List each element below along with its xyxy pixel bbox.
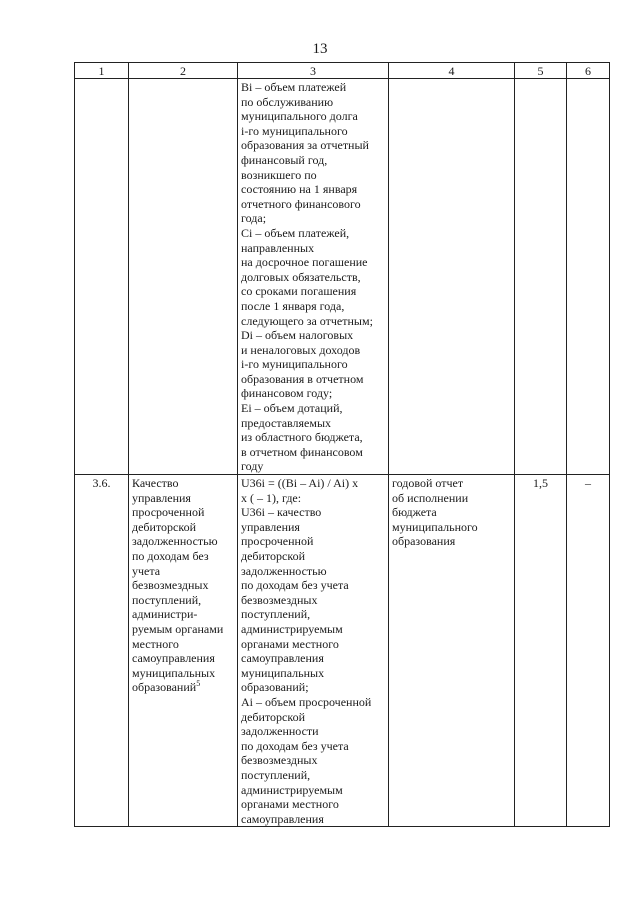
formula-line: Ei – объем дотаций, (241, 401, 343, 416)
extra-cell (567, 79, 610, 475)
formula-line: поступлений, (241, 767, 311, 782)
formula-line: безвозмездных (241, 753, 318, 768)
indicator-name-line: поступлений, (132, 592, 202, 607)
row-number-cell (75, 475, 129, 827)
formula-line: состоянию на 1 января (241, 182, 358, 197)
indicator-name-line (132, 680, 234, 695)
formula-line: на досрочное погашение (241, 255, 368, 270)
formula-line: образования за отчетный (241, 138, 369, 153)
formula-line: долговых обязательств, (241, 269, 361, 284)
data-source-line: бюджета (392, 505, 437, 520)
weight-cell (515, 79, 567, 475)
indicators-table (74, 62, 610, 827)
table-header-row (75, 63, 610, 79)
formula-line: по доходам без учета (241, 738, 349, 753)
indicator-name-line: Качество (132, 476, 179, 491)
formula-line: i-го муниципального (241, 123, 348, 138)
table-row (75, 475, 610, 827)
formula-line: образований; (241, 680, 309, 695)
row-number: 3.6. (92, 476, 111, 491)
indicator-name-line: руемым органами (132, 621, 224, 636)
indicator-name-line: дебиторской (132, 519, 197, 534)
formula-line: Ci – объем платежей, (241, 225, 350, 240)
formula-line: задолженности (241, 724, 319, 739)
extra-cell (567, 475, 610, 827)
weight-value: 1,5 (533, 476, 548, 491)
data-source-cell (389, 475, 515, 827)
indicator-name-line: муниципальных (132, 665, 216, 680)
column-header: 5 (515, 63, 567, 79)
formula-line: администрируемым (241, 782, 343, 797)
formula-line: следующего за отчетным; (241, 313, 373, 328)
indicator-name-cell (129, 79, 238, 475)
indicator-name-line: управления (132, 490, 191, 505)
formula-line: возникшего по (241, 167, 317, 182)
formula-line: U36i = ((Bi – Ai) / Ai) x (241, 476, 359, 491)
indicator-name-line: безвозмездных (132, 578, 209, 593)
indicator-name-line: администри- (132, 607, 198, 622)
table-row (75, 79, 610, 475)
column-header: 2 (129, 63, 238, 79)
formula-line: самоуправления (241, 811, 324, 826)
formula-line: дебиторской (241, 549, 306, 563)
extra-value: – (585, 476, 591, 491)
formula-line: отчетного финансового (241, 196, 361, 211)
formula-line: Di – объем налоговых (241, 328, 354, 343)
indicator-name-line-text: образований (132, 680, 197, 695)
row-number-cell (75, 79, 129, 475)
formula-line: поступлений, (241, 607, 311, 622)
formula-line: Ai – объем просроченной (241, 694, 372, 709)
page-number: 13 (312, 41, 328, 57)
column-header: 3 (238, 63, 389, 79)
formula-line: и неналоговых доходов (241, 342, 361, 357)
column-header: 1 (75, 63, 129, 79)
data-source-cell (389, 79, 515, 475)
formula-line: управления (241, 519, 300, 534)
formula-cell (238, 79, 389, 475)
data-source-line: об исполнении (392, 490, 469, 505)
data-source-line: образования (392, 534, 456, 549)
formula-line: просроченной (241, 534, 314, 549)
data-source-line: муниципального (392, 519, 478, 534)
formula-line: из областного бюджета, (241, 430, 363, 445)
formula-line: со сроками погашения (241, 284, 357, 299)
indicator-name-line: самоуправления (132, 651, 215, 666)
formula-line: направленных (241, 240, 315, 255)
formula-line: органами местного (241, 636, 339, 651)
indicator-name-line: по доходам без (132, 549, 209, 563)
indicator-name-line: местного (132, 636, 179, 651)
formula-line: по обслуживанию (241, 94, 334, 109)
formula-line: дебиторской (241, 709, 306, 724)
formula-line: U36i – качество (241, 505, 322, 520)
column-header: 4 (389, 63, 515, 79)
formula-cell (238, 475, 389, 827)
formula-line: органами местного (241, 797, 339, 812)
indicator-name-line: задолженностью (132, 534, 218, 549)
formula-line: по доходам без учета (241, 578, 349, 593)
formula-line: x ( – 1), где: (241, 490, 302, 505)
formula-line: образования в отчетном (241, 371, 364, 386)
formula-line: года; (241, 211, 267, 226)
weight-cell (515, 475, 567, 827)
formula-line: самоуправления (241, 651, 324, 666)
footnote-marker: 5 (196, 679, 201, 689)
indicator-name-line: просроченной (132, 505, 205, 520)
indicator-name-line: учета (132, 563, 161, 578)
formula-line: задолженностью (241, 563, 327, 578)
formula-line: году (241, 459, 264, 474)
formula-line: предоставляемых (241, 415, 332, 430)
formula-line: безвозмездных (241, 592, 318, 607)
formula-line: после 1 января года, (241, 298, 345, 313)
formula-line: администрируемым (241, 621, 343, 636)
data-source-line: годовой отчет (392, 476, 464, 491)
formula-line: i-го муниципального (241, 357, 348, 372)
formula-line: в отчетном финансовом (241, 444, 363, 459)
column-header: 6 (567, 63, 610, 79)
formula-line: муниципального долга (241, 109, 358, 124)
formula-line: муниципальных (241, 665, 325, 680)
indicator-name-cell (129, 475, 238, 827)
formula-line: финансовом году; (241, 386, 333, 401)
formula-line: Bi – объем платежей (241, 80, 347, 94)
formula-line: финансовый год, (241, 152, 328, 167)
